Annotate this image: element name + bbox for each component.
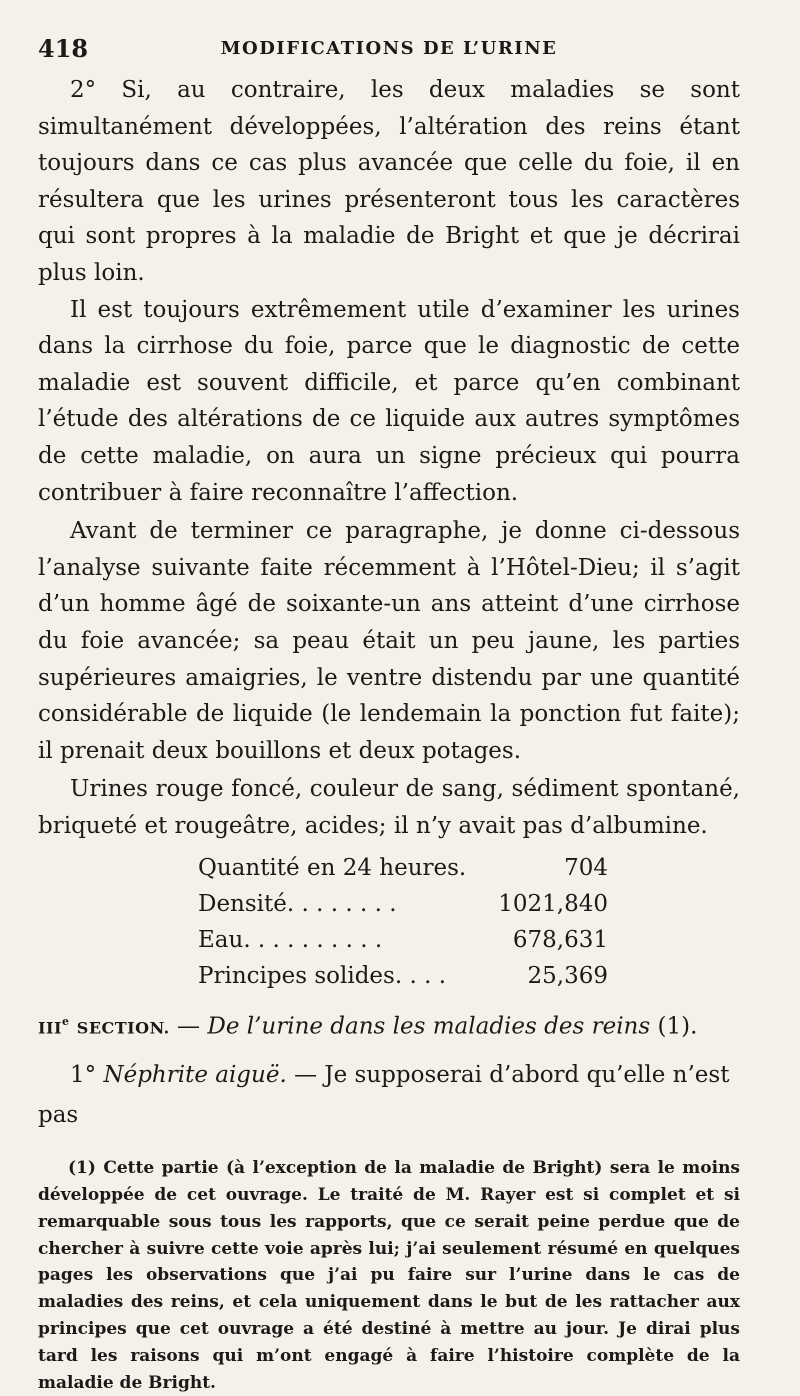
analysis-value: 704	[564, 855, 608, 882]
analysis-value: 1021,840	[498, 891, 608, 918]
subsection-heading	[38, 1055, 740, 1135]
subsection-text: — Je supposerai d’abord qu’elle n’est pas	[38, 1062, 730, 1129]
footnote-ref: (1).	[650, 1014, 698, 1041]
paragraph-1: 2° Si, au contraire, les deux maladies se sont simultanément développées, l’altération des reins étant toujours dans ce cas plus avancée que celle du foie, il en résultera que les urines présenteront tous les caractères qui sont propres à la maladie de Bright et que je décrirai plus loin.	[38, 77, 740, 286]
urine-analysis-table	[198, 850, 608, 994]
analysis-row	[198, 886, 608, 922]
analysis-value: 678,631	[512, 927, 608, 954]
analysis-row	[198, 850, 608, 886]
analysis-row	[198, 958, 608, 994]
section-number-sup: e	[61, 1015, 70, 1029]
page-body	[38, 72, 740, 1396]
subsection-title: Néphrite aiguë.	[103, 1062, 287, 1089]
running-title: MODIFICATIONS DE L’URINE	[220, 38, 558, 59]
section-title: De l’urine dans les maladies des reins	[207, 1014, 651, 1041]
subsection-number: 1°	[70, 1062, 104, 1089]
footnote-text: (1) Cette partie (à l’exception de la maladie de Bright) sera le moins développée de cet ouvrage. Le traité de M. Rayer est si complet et si remarquable sous tous les rapports, que ce serait peine perdue que de chercher à suivre cette voie après lui; j’ai seulement résumé en quelques pages les observations que j’ai pu faire sur l’urine dans le cas de maladies des reins, et cela uniquement dans le but de les rattacher aux principes que cet ouvrage a été destiné à mettre au jour. Je dirai plus tard les raisons qui m’ont engagé à faire l’histoire complète de la maladie de Bright.	[38, 1158, 740, 1393]
page-header	[38, 34, 740, 64]
paragraph-2: Il est toujours extrêmement utile d’examiner les urines dans la cirrhose du foie, parce que le diagnostic de cette maladie est souvent difficile, et parce qu’en combinant l’étude des altérations de ce liquide aux autres symptômes de cette maladie, on aura un signe précieux qui pourra contribuer à faire reconnaître l’affection.	[38, 296, 740, 506]
section-heading	[38, 1004, 740, 1047]
paragraph-4: Urines rouge foncé, couleur de sang, sédiment spontané, briqueté et rougeâtre, acides; il n’y avait pas d’albumine.	[38, 776, 740, 839]
section-label: SECTION.	[76, 1019, 170, 1039]
paragraph-3: Avant de terminer ce paragraphe, je donne ci-dessous l’analyse suivante faite récemment à l’Hôtel-Dieu; il s’agit d’un homme âgé de soixante-un ans atteint d’une cirrhose du foie avancée; sa peau était un peu jaune, les parties supérieures amaigries, le ventre distendu par une quantité considérable de liquide (le lendemain la ponction fut faite); il prenait deux bouillons et deux potages.	[38, 518, 740, 764]
analysis-label: Densité. . . . . . . .	[198, 891, 397, 918]
footnote-spacer	[38, 1135, 740, 1155]
footnote	[38, 1155, 740, 1396]
section-dash: —	[169, 1014, 208, 1041]
page-number: 418	[38, 34, 89, 63]
analysis-row	[198, 922, 608, 958]
analysis-label: Quantité en 24 heures.	[198, 855, 467, 882]
analysis-label: Eau. . . . . . . . . .	[198, 927, 383, 954]
analysis-value: 25,369	[527, 963, 608, 990]
section-number: III	[38, 1019, 62, 1039]
analysis-label: Principes solides. . . .	[198, 963, 447, 990]
